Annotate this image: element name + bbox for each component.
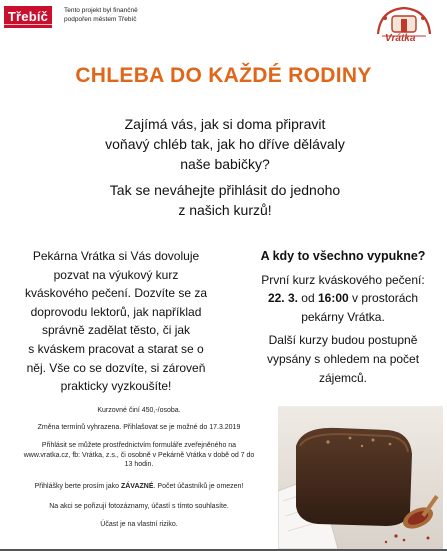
description-line: správně zadělat těsto, či jak [41, 323, 191, 338]
intro-line: Tak se neváhejte přihlásit do jednoho [109, 182, 341, 198]
more-line: vypsány s ohledem na počet [266, 351, 420, 366]
place-text: v prostorách [348, 291, 419, 306]
more-line: zájemců. [318, 370, 368, 385]
course-time: 16:00 [317, 291, 349, 306]
first-course-label: První kurz kváskového pečení: [261, 272, 425, 287]
place-text-2: pekárny Vrátka. [301, 309, 385, 324]
course-date: 22. 3. [267, 291, 298, 306]
description-line: Pekárna Vrátka si Vás dovoluje [32, 249, 200, 263]
description-line: s kváskem pracovat a starat se o [28, 341, 204, 356]
photo-consent-note: Na akci se pořizují fotozáznamy, účastí s tímto souhlasíte. [49, 503, 229, 510]
intro-text [80, 114, 370, 174]
change-note: Změna termínů vyhrazena. Přihlašovat se je možné do 17.3.2019 [37, 424, 241, 431]
risk-note: Účast je na vlastní riziko. [100, 521, 178, 528]
sponsor-line: podpořen městem Třebíč [64, 16, 137, 23]
first-course-info [246, 271, 440, 327]
signup-note [4, 441, 274, 470]
bread-photo [278, 406, 443, 549]
signup-line: Přihlásit se můžete prostřednictvím formuláře zveřejněného na [41, 442, 237, 449]
signup-line: www.vratka.cz, fb: Vrátka, z.s., či osobně v Pekárně Vrátka v době od 7 do [23, 451, 255, 459]
schedule-heading: A kdy to všechno vypukne? [260, 249, 426, 263]
binding-text-a: Přihlášky berte prosím jako [34, 483, 121, 490]
sponsor-note [64, 6, 184, 24]
first-course-when [246, 289, 440, 308]
description-line: něj. Vše co se dozvíte, si zároveň [26, 360, 206, 375]
binding-strong: ZÁVAZNÉ [120, 483, 154, 490]
course-description [16, 247, 216, 396]
page-title: CHLEBA DO KAŽDÉ RODINY [75, 64, 372, 87]
description-line: prakticky vyzkoušíte! [60, 379, 172, 394]
intro-line: naše babičky? [180, 156, 270, 172]
schedule-info [246, 247, 440, 387]
more-line: Další kurzy budou postupně [268, 333, 418, 348]
binding-note [4, 482, 274, 492]
intro-line: Zajímá vás, jak si doma připravit [124, 116, 326, 132]
price-note: Kurzovné činí 450,-/osoba. [97, 407, 181, 414]
trebic-logo: Třebíč [4, 6, 52, 28]
intro-call [80, 180, 370, 220]
more-courses-info [246, 331, 440, 387]
intro-line: voňavý chléb tak, jak ho dříve dělávaly [105, 136, 345, 152]
signup-line: 13 hodin. [124, 461, 154, 468]
description-line: kváskového pečení. Dozvíte se za [24, 286, 208, 301]
description-line: pozvat na výukový kurz [53, 267, 179, 282]
sponsor-line: Tento projekt byl finančně [64, 7, 138, 14]
binding-text-c: . Počet účastníků je omezen! [153, 483, 244, 490]
intro-line: z našich kurzů! [178, 202, 272, 218]
time-prefix: od [297, 291, 318, 306]
vratka-logo-text: Vrátka [385, 33, 416, 44]
description-line: doprovodu lektorů, jak například [30, 304, 202, 319]
